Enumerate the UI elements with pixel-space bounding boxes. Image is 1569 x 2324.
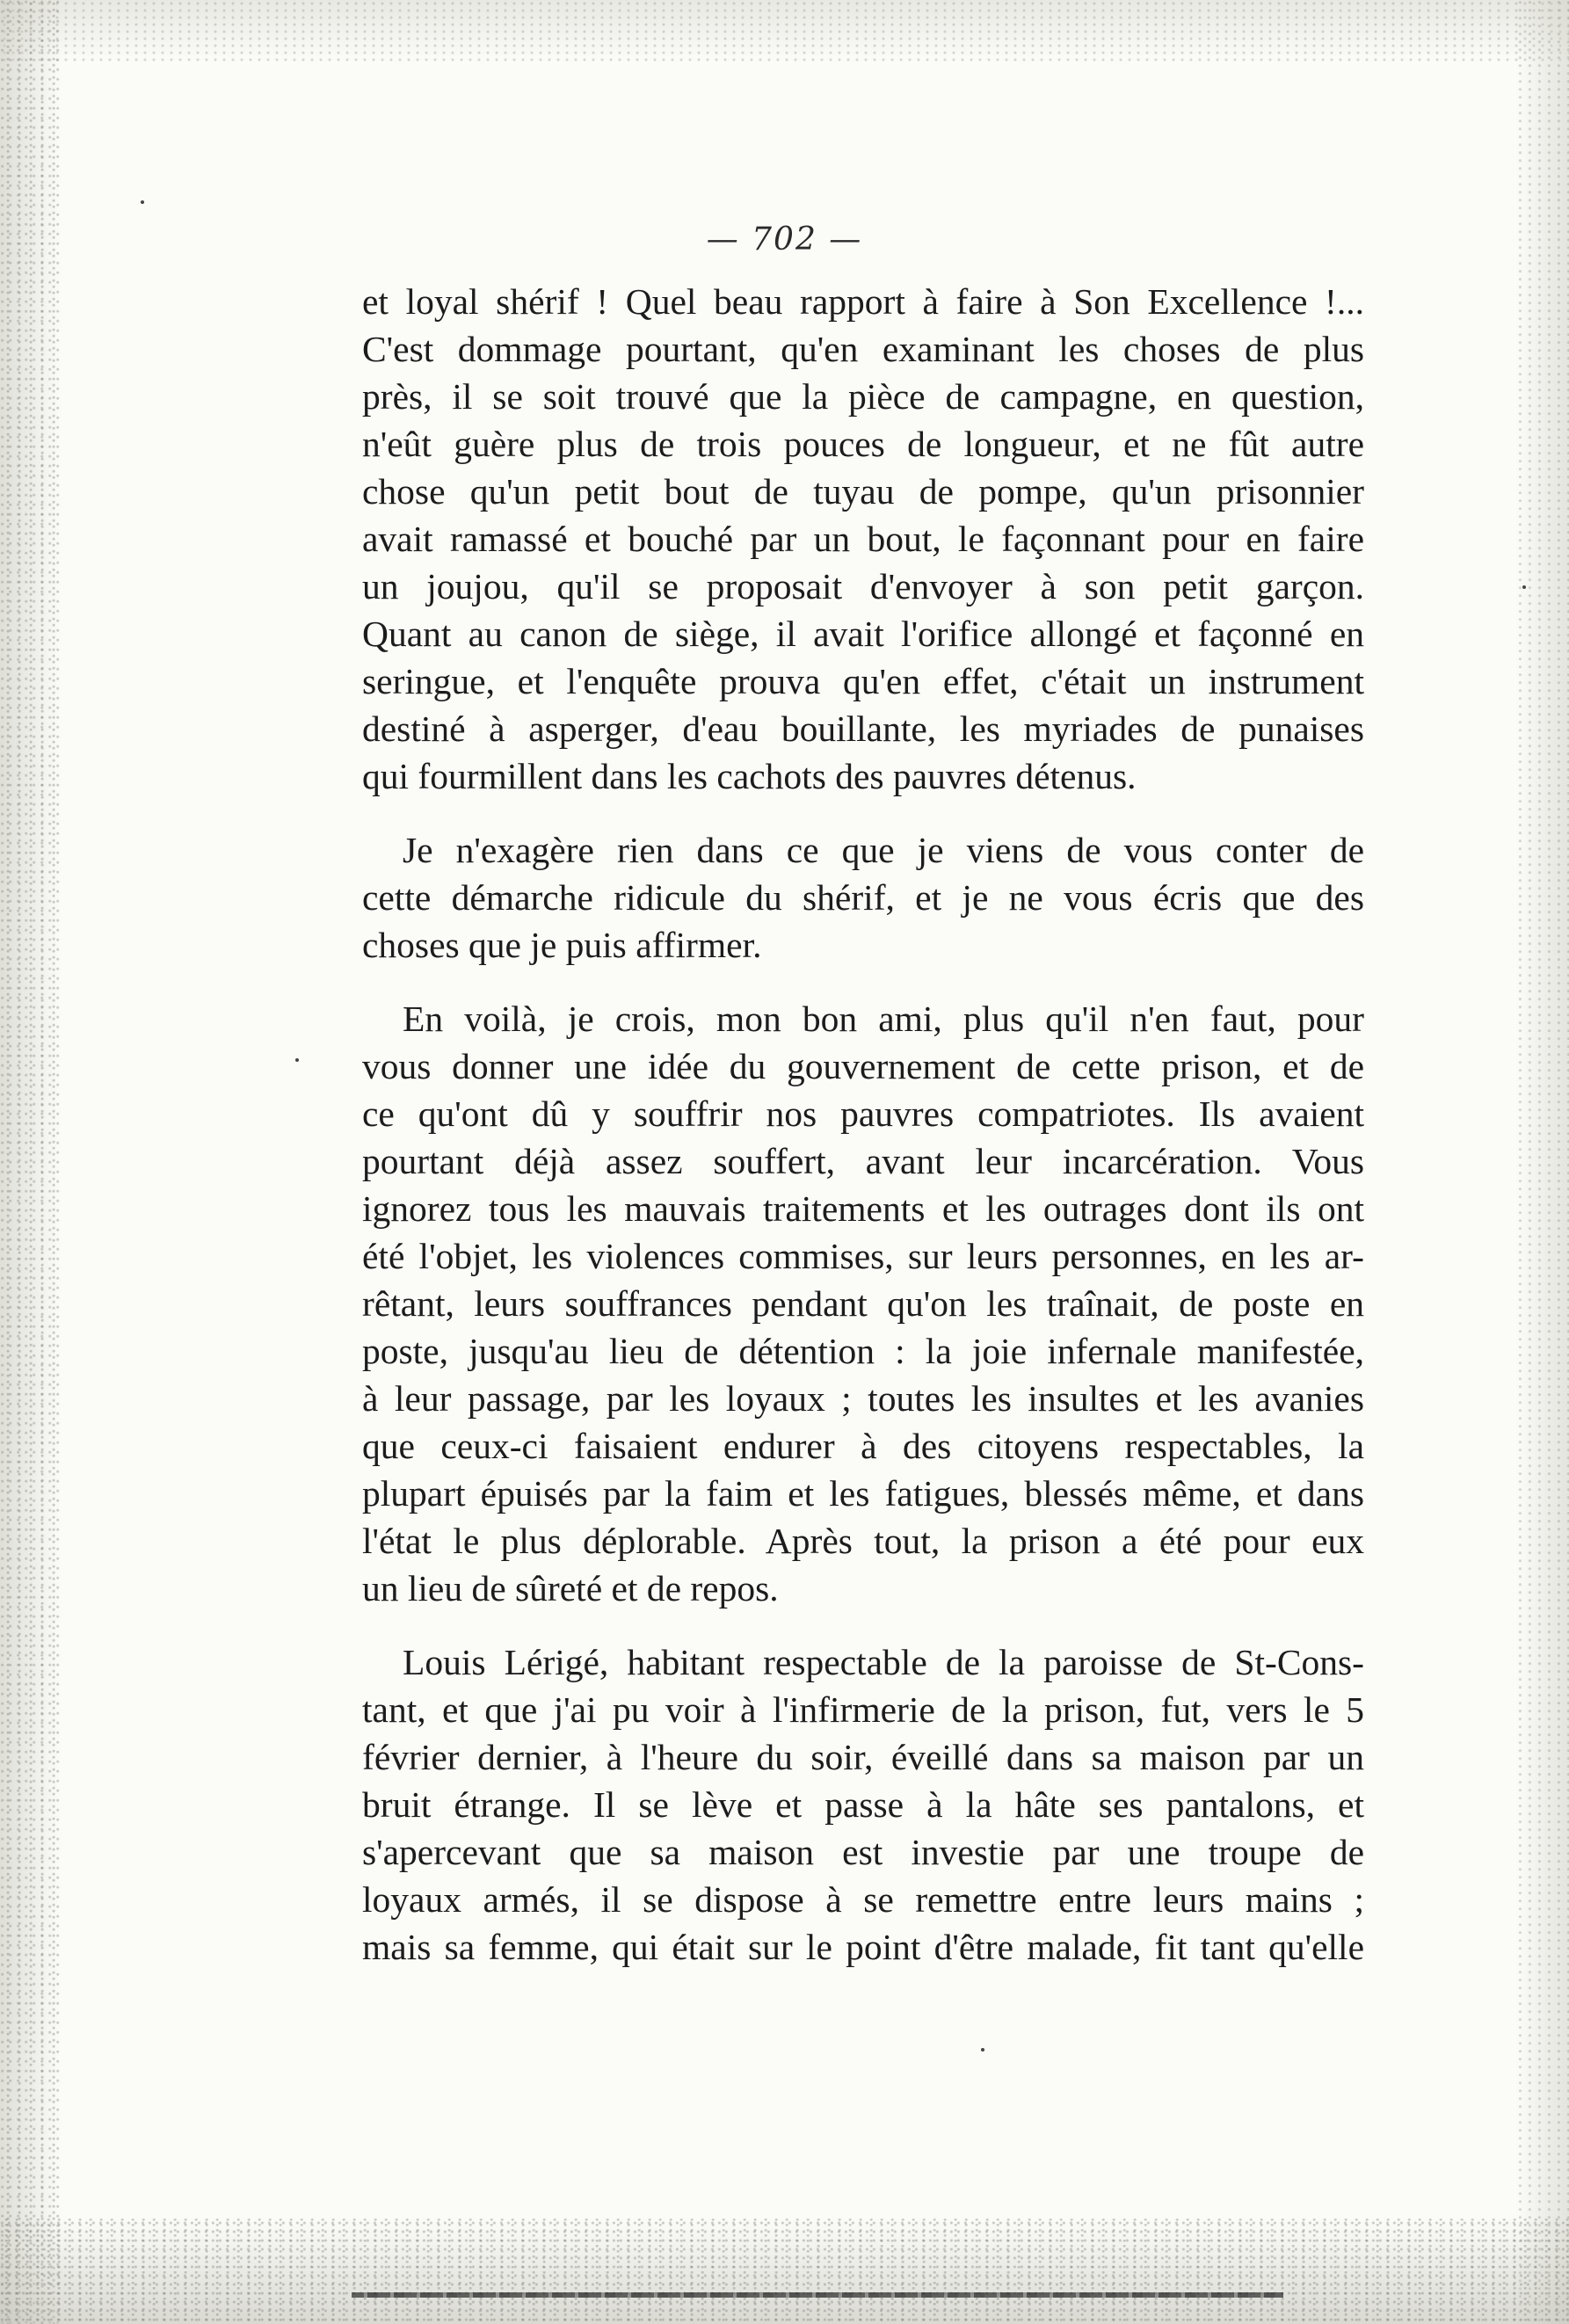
ink-speck (295, 1058, 299, 1062)
text-line: février dernier, à l'heure du soir, éveillé dans sa maison par un (362, 1737, 1364, 1777)
text-line: que ceux-ci faisaient endurer à des citoyens respectables, la (362, 1426, 1364, 1466)
text-line: En voilà, je crois, mon bon ami, plus qu'il n'en faut, pour (403, 999, 1364, 1039)
text-line: rêtant, leurs souffrances pendant qu'on les traînait, de poste en (362, 1283, 1364, 1324)
text-line: et loyal shérif ! Quel beau rapport à faire à Son Excellence !... (362, 281, 1364, 322)
body-text (362, 278, 1364, 1997)
text-line: bruit étrange. Il se lève et passe à la hâte ses pantalons, et (362, 1784, 1364, 1825)
page-edge-right (1516, 0, 1569, 2324)
text-line: vous donner une idée du gouvernement de cette prison, et de (362, 1046, 1364, 1086)
paragraph-3 (362, 995, 1364, 1612)
text-line: tant, et que j'ai pu voir à l'infirmerie de la prison, fut, vers le 5 (362, 1689, 1364, 1730)
ink-speck (141, 200, 144, 204)
paragraph-4 (362, 1638, 1364, 1971)
paragraph-2 (362, 826, 1364, 969)
text-line: ignorez tous les mauvais traitements et les outrages dont ils ont (362, 1188, 1364, 1229)
text-line: près, il se soit trouvé que la pièce de campagne, en question, (362, 376, 1364, 417)
text-line: à leur passage, par les loyaux ; toutes les insultes et les avanies (362, 1378, 1364, 1419)
page-edge-top (0, 0, 1569, 62)
paragraph-1 (362, 278, 1364, 800)
text-line: chose qu'un petit bout de tuyau de pompe, qu'un prisonnier (362, 471, 1364, 512)
text-line: été l'objet, les violences commises, sur leurs personnes, en les ar- (362, 1236, 1364, 1276)
text-line: plupart épuisés par la faim et les fatigues, blessés même, et dans (362, 1473, 1364, 1514)
text-line: l'état le plus déplorable. Après tout, la prison a été pour eux (362, 1521, 1364, 1561)
page-number: — 702 — (706, 222, 863, 258)
text-line: s'apercevant que sa maison est investie par une troupe de (362, 1832, 1364, 1872)
text-line: Je n'exagère rien dans ce que je viens de vous conter de (403, 830, 1364, 870)
text-line: mais sa femme, qui était sur le point d'être malade, fit tant qu'elle (362, 1927, 1364, 1967)
text-line: Louis Lérigé, habitant respectable de la paroisse de St-Cons- (403, 1642, 1364, 1682)
text-line: loyaux armés, il se dispose à se remettre entre leurs mains ; (362, 1879, 1364, 1920)
text-line: un joujou, qu'il se proposait d'envoyer à son petit garçon. (362, 566, 1364, 606)
text-line: destiné à asperger, d'eau bouillante, les myriades de punaises (362, 708, 1364, 749)
page-edge-left (0, 0, 62, 2324)
text-line: n'eût guère plus de trois pouces de longueur, et ne fût autre (362, 424, 1364, 464)
text-line: cette démarche ridicule du shérif, et je ne vous écris que des (362, 877, 1364, 918)
text-line: pourtant déjà assez souffert, avant leur incarcération. Vous (362, 1141, 1364, 1181)
text-line: un lieu de sûreté et de repos. (362, 1568, 779, 1609)
text-line: qui fourmillent dans les cachots des pauvres détenus. (362, 756, 1137, 796)
text-line: ce qu'ont dû y souffrir nos pauvres compatriotes. Ils avaient (362, 1093, 1364, 1134)
text-line: seringue, et l'enquête prouva qu'en effet, c'était un instrument (362, 661, 1364, 701)
text-line: choses que je puis affirmer. (362, 925, 762, 965)
page-edge-bottom (0, 2219, 1569, 2324)
text-line: Quant au canon de siège, il avait l'orifice allongé et façonné en (362, 614, 1364, 654)
text-line: C'est dommage pourtant, qu'en examinant les choses de plus (362, 329, 1364, 369)
text-line: poste, jusqu'au lieu de détention : la joie infernale manifestée, (362, 1331, 1364, 1371)
ink-speck (1522, 585, 1526, 589)
bottom-printed-rule (352, 2292, 1283, 2298)
text-line: avait ramassé et bouché par un bout, le façonnant pour en faire (362, 519, 1364, 559)
ink-speck (981, 2048, 984, 2052)
